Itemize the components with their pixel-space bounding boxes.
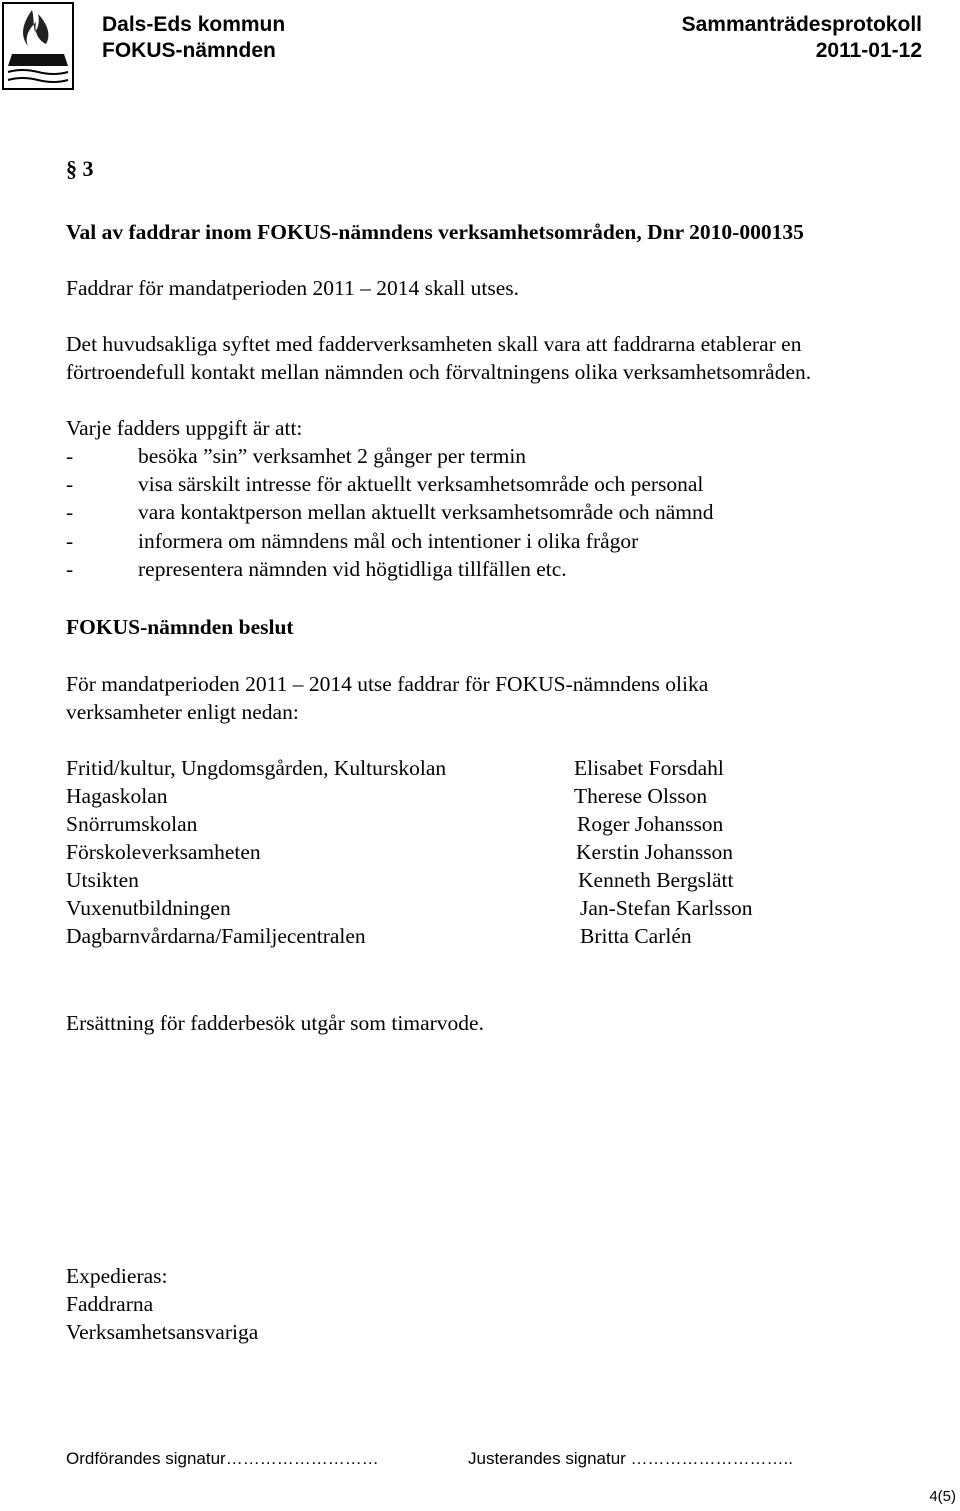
task-text: visa särskilt intresse för aktuellt verksamhetsområde och personal <box>138 472 704 496</box>
assignment-person: Britta Carlén <box>580 924 692 948</box>
header-municipality: Dals-Eds kommun <box>102 13 286 36</box>
tasks-intro: Varje fadders uppgift är att: <box>66 416 303 440</box>
task-item <box>66 470 703 498</box>
task-item <box>66 498 714 526</box>
decision-text-line-2: verksamheter enligt nedan: <box>66 700 299 724</box>
assignment-person: Roger Johansson <box>577 812 724 836</box>
assignment-area: Förskoleverksamheten <box>66 840 261 864</box>
assignment-person: Therese Olsson <box>574 784 708 808</box>
compensation-note: Ersättning för fadderbesök utgår som timarvode. <box>66 1011 484 1035</box>
task-text: informera om nämndens mål och intentioner i olika frågor <box>138 529 639 553</box>
dispatch-recipient: Verksamhetsansvariga <box>66 1320 259 1344</box>
task-text: besöka ”sin” verksamhet 2 gånger per termin <box>138 444 527 468</box>
task-bullet: - <box>66 472 74 496</box>
section-title: Val av faddrar inom FOKUS-nämndens verksamhetsområden, Dnr 2010-000135 <box>66 220 804 244</box>
page-number: 4(5) <box>929 1488 956 1505</box>
municipality-logo-icon <box>2 2 74 90</box>
decision-text-line-1: För mandatperioden 2011 – 2014 utse faddrar för FOKUS-nämndens olika <box>66 672 709 696</box>
task-text: representera nämnden vid högtidliga tillfällen etc. <box>138 557 567 581</box>
assignment-person: Jan-Stefan Karlsson <box>580 896 753 920</box>
assignment-area: Hagaskolan <box>66 784 168 808</box>
task-bullet: - <box>66 500 74 524</box>
task-text: vara kontaktperson mellan aktuellt verksamhetsområde och nämnd <box>138 500 714 524</box>
assignment-person: Kenneth Bergslätt <box>578 868 734 892</box>
adjuster-signature-line: Justerandes signatur ……………………….. <box>468 1449 793 1468</box>
header-committee: FOKUS-nämnden <box>102 39 276 62</box>
header-date: 2011-01-12 <box>815 39 922 62</box>
task-item <box>66 555 567 583</box>
chair-signature-line: Ordförandes signatur……………………… <box>66 1449 379 1468</box>
assignment-person: Elisabet Forsdahl <box>574 756 724 780</box>
task-bullet: - <box>66 529 74 553</box>
task-bullet: - <box>66 557 74 581</box>
assignment-area: Dagbarnvårdarna/Familjecentralen <box>66 924 366 948</box>
paragraph-purpose-line-1: Det huvudsakliga syftet med fadderverksamheten skall vara att faddrarna etablerar en <box>66 332 802 356</box>
section-number: § 3 <box>66 156 94 181</box>
dispatch-recipient: Faddrarna <box>66 1292 154 1316</box>
task-bullet: - <box>66 444 74 468</box>
assignment-area: Fritid/kultur, Ungdomsgården, Kulturskolan <box>66 756 447 780</box>
assignment-area: Utsikten <box>66 868 139 892</box>
paragraph-mandate: Faddrar för mandatperioden 2011 – 2014 skall utses. <box>66 276 519 300</box>
assignment-area: Snörrumskolan <box>66 812 198 836</box>
task-item <box>66 442 526 470</box>
decision-heading: FOKUS-nämnden beslut <box>66 615 294 639</box>
task-item <box>66 527 638 555</box>
dispatch-heading: Expedieras: <box>66 1264 168 1288</box>
paragraph-purpose-line-2: förtroendefull kontakt mellan nämnden och förvaltningens olika verksamhetsområden. <box>66 360 812 384</box>
header-document-type: Sammanträdesprotokoll <box>681 13 922 36</box>
assignment-person: Kerstin Johansson <box>576 840 734 864</box>
assignment-area: Vuxenutbildningen <box>66 896 231 920</box>
